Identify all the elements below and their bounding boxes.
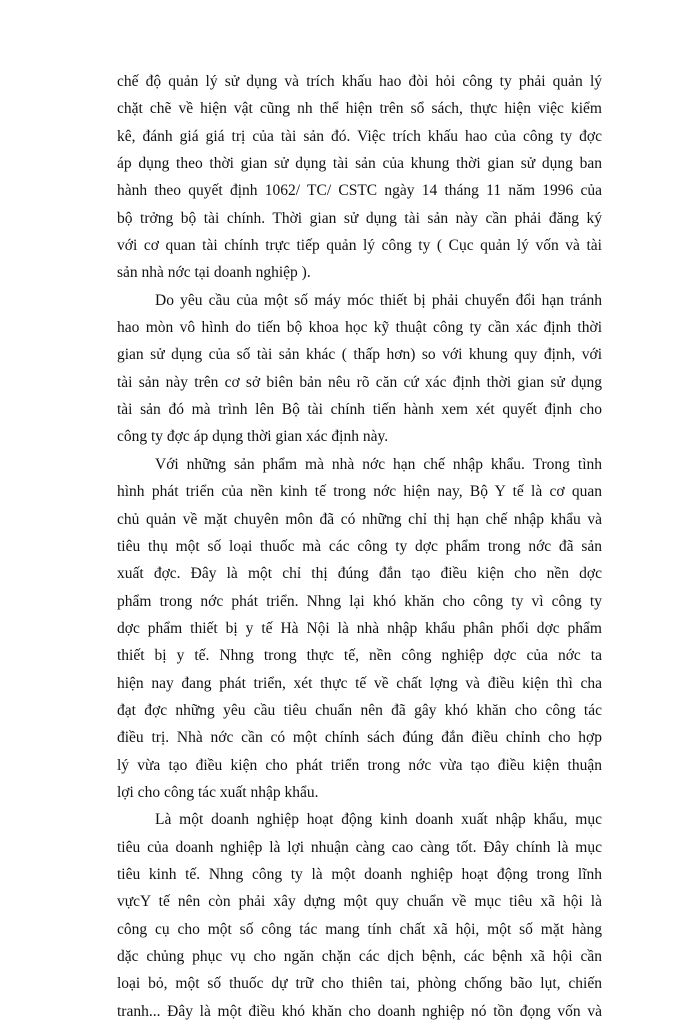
text-line: tiêu của doanh nghiệp là lợi nhuận càng cao càng tốt. Đây chính là mục: [117, 838, 602, 856]
text-line: chặt chẽ về hiện vật cũng nh thể hiện trên sổ sách, thực hiện việc kiểm: [117, 100, 602, 118]
body-text: [117, 68, 602, 1025]
text-line: Là một doanh nghiệp hoạt động kinh doanh xuất nhập khẩu, mục: [155, 811, 602, 829]
text-line: gian sử dụng của số tài sản khác ( thấp hơn) so với khung quy định, với: [117, 346, 602, 364]
text-line: phẩm trong nớc phát triển. Nhng lại khó khăn cho công ty vì công ty: [117, 592, 602, 610]
text-line: áp dụng theo thời gian sử dụng tài sản của khung thời gian sử dụng ban: [117, 155, 602, 173]
text-line: công cụ cho một số công tác mang tính chất xã hội, một số mặt hàng: [117, 920, 602, 938]
text-line: chủ quản về mặt chuyên môn đã có những chỉ thị hạn chế nhập khẩu và: [117, 510, 602, 528]
text-line: hình phát triển của nền kinh tế trong nớc hiện nay, Bộ Y tế là cơ quan: [117, 483, 602, 501]
text-line: Với những sản phẩm mà nhà nớc hạn chế nhập khẩu. Trong tình: [155, 455, 602, 473]
text-line: tài sản này trên cơ sở biên bản nêu rõ căn cứ xác định thời gian sử dụng: [117, 373, 602, 391]
text-line: công ty đợc áp dụng thời gian xác định này.: [117, 428, 389, 446]
text-line: tiêu thụ một số loại thuốc mà các công ty dợc phẩm trong nớc đã sản: [117, 537, 602, 555]
text-line: chế độ quản lý sử dụng và trích khấu hao đòi hỏi công ty phải quản lý: [117, 73, 602, 90]
text-line: lợi cho công tác xuất nhập khẩu.: [117, 783, 319, 801]
text-line: với cơ quan tài chính trực tiếp quản lý công ty ( Cục quản lý vốn và tài: [117, 237, 602, 255]
text-line: hao mòn vô hình do tiến bộ khoa học kỹ thuật công ty cần xác định thời: [117, 319, 602, 337]
text-line: bộ trởng bộ tài chính. Thời gian sử dụng tài sản này cần phải đăng ký: [117, 209, 602, 227]
text-line: lý vừa tạo điều kiện cho phát triển trong nớc vừa tạo điều kiện thuận: [117, 756, 602, 774]
text-line: hành theo quyết định 1062/ TC/ CSTC ngày 14 tháng 11 năm 1996 của: [117, 182, 602, 200]
text-line: dặc chủng phục vụ cho ngăn chặn các dịch bệnh, các bệnh xã hội cần: [117, 948, 602, 965]
text-line: kê, đánh giá giá trị của tài sản đó. Việc trích khấu hao của công ty đợc: [117, 127, 602, 145]
text-line: loại bỏ, một số thuốc dự trữ cho thiên tai, phòng chống bão lụt, chiến: [117, 975, 602, 993]
text-line: điều trị. Nhà nớc cần có một chính sách đúng đắn điều chỉnh cho hợp: [117, 729, 602, 747]
text-line: sản nhà nớc tại doanh nghiệp ).: [117, 264, 311, 282]
text-line: vựcY tế nên còn phải xây dựng một quy chuẩn về mục tiêu xã hội là: [117, 893, 602, 911]
text-line: tiêu kinh tế. Nhng công ty là một doanh nghiệp hoạt động trong lĩnh: [117, 865, 602, 883]
text-line: dợc phẩm thiết bị y tế Hà Nội là nhà nhập khẩu phân phối dợc phẩm: [117, 619, 602, 637]
text-line: xuất đợc. Đây là một chỉ thị đúng đắn tạo điều kiện cho nền dợc: [117, 565, 602, 583]
text-line: thiết bị y tế. Nhng trong thực tế, nền công nghiệp dợc của nớc ta: [117, 647, 602, 665]
text-line: hiện nay đang phát triển, xét thực tế về chất lợng và điều kiện thì cha: [117, 674, 602, 692]
text-line: tranh... Đây là một điều khó khăn cho doanh nghiệp nó tồn đọng vốn và: [117, 1002, 602, 1020]
text-line: tài sản đó mà trình lên Bộ tài chính tiến hành xem xét quyết định cho: [117, 401, 602, 419]
text-line: Do yêu cầu của một số máy móc thiết bị phải chuyển đổi hạn tránh: [155, 291, 602, 309]
text-line: đạt đợc những yêu cầu tiêu chuẩn nên đã gây khó khăn cho công tác: [117, 701, 602, 719]
